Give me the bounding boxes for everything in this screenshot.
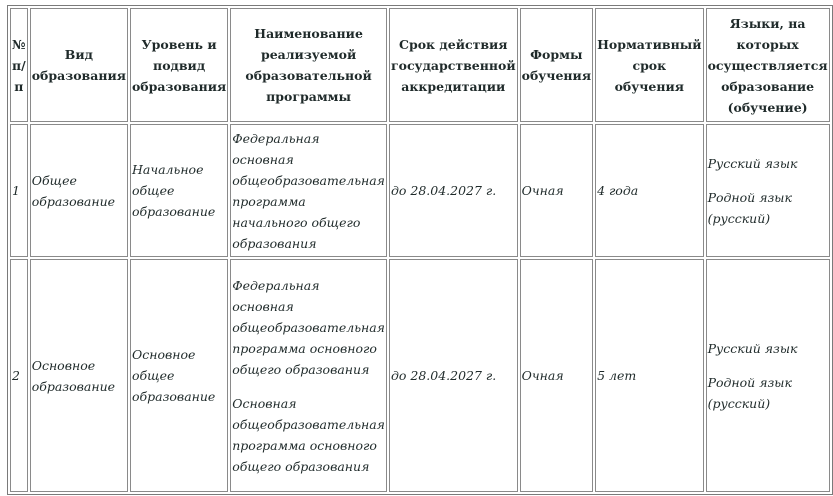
language-item: Родной язык (русский) [707, 189, 792, 226]
header-program-name: Наименование реализуемой образовательной программы [230, 8, 387, 122]
education-kind: Общее образование [30, 124, 128, 257]
program-name-cell [230, 259, 387, 492]
row-number: 1 [10, 124, 28, 257]
education-level: Основное общее образование [130, 259, 228, 492]
table-header-row [10, 8, 830, 122]
header-study-term: Нормативный срок обучения [595, 8, 704, 122]
study-term: 5 лет [595, 259, 704, 492]
accreditation-term: до 28.04.2027 г. [389, 259, 518, 492]
program-name: Федеральная основная общеобразовательная программа основного общего образования [232, 277, 385, 377]
program-name: Федеральная основная общеобразовательная программа начального общего образования [232, 130, 385, 251]
education-programs-table-wrapper [7, 5, 833, 495]
education-level: Начальное общее образование [130, 124, 228, 257]
header-languages: Языки, на которых осуществляется образование (обучение) [706, 8, 830, 122]
language-item: Русский язык [707, 155, 798, 171]
education-programs-table [7, 5, 833, 495]
table-row [10, 124, 830, 257]
study-form: Очная [520, 124, 593, 257]
header-number: № п/п [10, 8, 28, 122]
languages-cell [706, 124, 830, 257]
language-item: Русский язык [707, 340, 798, 356]
program-name: Основная общеобразовательная программа основного общего образования [232, 395, 385, 474]
header-study-form: Формы обучения [520, 8, 593, 122]
education-kind: Основное образование [30, 259, 128, 492]
header-level: Уровень и подвид образования [130, 8, 228, 122]
table-row [10, 259, 830, 492]
language-item: Родной язык (русский) [707, 374, 792, 411]
header-accreditation: Срок действия государственной аккредитации [389, 8, 518, 122]
program-name-cell [230, 124, 387, 257]
study-form: Очная [520, 259, 593, 492]
accreditation-term: до 28.04.2027 г. [389, 124, 518, 257]
header-education-kind: Вид образования [30, 8, 128, 122]
row-number: 2 [10, 259, 28, 492]
study-term: 4 года [595, 124, 704, 257]
languages-cell [706, 259, 830, 492]
